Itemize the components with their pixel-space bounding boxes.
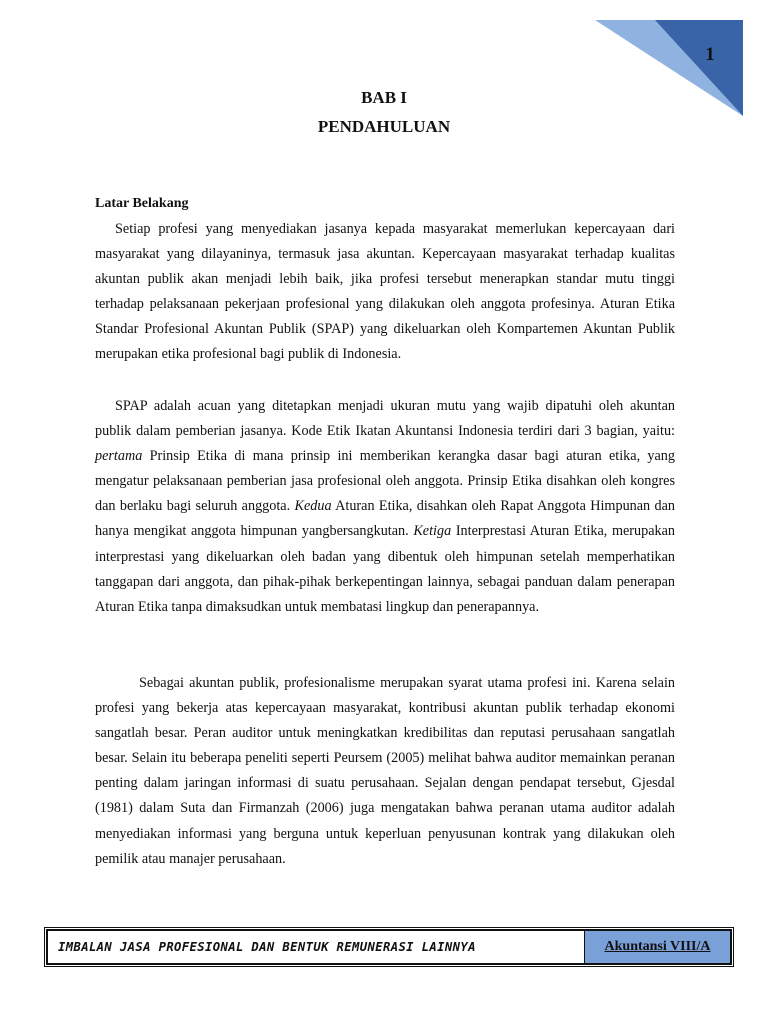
paragraph-2-emphasis-second: Kedua — [294, 498, 332, 515]
paragraph-2-text-d: Interprestasi Aturan Etika, merupakan interprestasi yang dikeluarkan oleh badan yang dibentuk oleh himpunan setelah memperhatikan tanggapan dari anggota, dan pihak-pihak berkepentingan lainnya, sebagai panduan dalam penerapan Aturan Etika tanpa dimaksudkan untuk membatasi lingkup dan penerapannya. — [95, 523, 676, 615]
paragraph-2-emphasis-third: Ketiga — [413, 523, 452, 540]
footer-title: IMBALAN JASA PROFESIONAL DAN BENTUK REMUNERASI LAINNYA — [48, 931, 585, 963]
paragraph-2-emphasis-first: pertama — [95, 448, 143, 465]
footer-course-label: Akuntansi VIII/A — [585, 931, 730, 963]
paragraph-2-text-a: SPAP adalah acuan yang ditetapkan menjadi ukuran mutu yang wajib dipatuhi oleh akuntan publik dalam pemberian jasanya. Kode Etik Ikatan Akuntansi Indonesia terdiri dari 3 bagian, yaitu: — [95, 398, 675, 440]
paragraph-1: Setiap profesi yang menyediakan jasanya kepada masyarakat memerlukan kepercayaan dari masyarakat yang dilayaninya, termasuk jasa akuntan. Kepercayaan masyarakat terhadap kualitas akuntan publik akan menjadi lebih baik, jika profesi tersebut menerapkan standar mutu tinggi terhadap pelaksanaan pekerjaan profesional yang dilakukan oleh anggota profesinya. Aturan Etika Standar Profesional Akuntan Publik (SPAP) yang dikeluarkan oleh Kompartemen Akuntan Publik merupakan etika profesional bagi publik di Indonesia. — [95, 221, 675, 363]
chapter-label: BAB I — [361, 88, 407, 107]
paragraph-3: Sebagai akuntan publik, profesionalisme merupakan syarat utama profesi ini. Karena selain profesi yang bekerja atas kepercayaan masyarakat, kontribusi akuntan publik terhadap ekonomi sangatlah besar. Peran auditor untuk meningkatkan kredibilitas dan reputasi perusahaan sangatlah besar. Selain itu beberapa peneliti seperti Peursem (2005) melihat bahwa auditor memainkan peranan penting dalam jaringan informasi di suatu perusahaan. Sejalan dengan pendapat tersebut, Gjesdal (1981) dalam Suta dan Firmanzah (2006) juga mengatakan bahwa peranan utama auditor adalah menyediakan informasi yang berguna untuk keperluan penyusunan kontrak yang dilakukan oleh pemilik atau manajer perusahaan. — [95, 675, 675, 867]
chapter-title: PENDAHULUAN — [317, 117, 451, 136]
section-title: Latar Belakang — [95, 196, 189, 211]
paragraph-2 — [95, 394, 675, 620]
paragraph-2-text-c: Aturan Etika, disahkan oleh Rapat Anggota Himpunan dan hanya mengikat anggota himpunan yangbersangkutan. — [95, 498, 675, 540]
page-footer — [46, 929, 732, 965]
page-number: 1 — [705, 44, 715, 65]
paragraph-2-text-b: Prinsip Etika di mana prinsip ini memberikan kerangka dasar bagi aturan etika, yang mengatur pelaksanaan pemberian jasa profesional oleh anggota. Prinsip Etika disahkan oleh kongres dan berlaku bagi seluruh anggota. — [95, 448, 675, 515]
